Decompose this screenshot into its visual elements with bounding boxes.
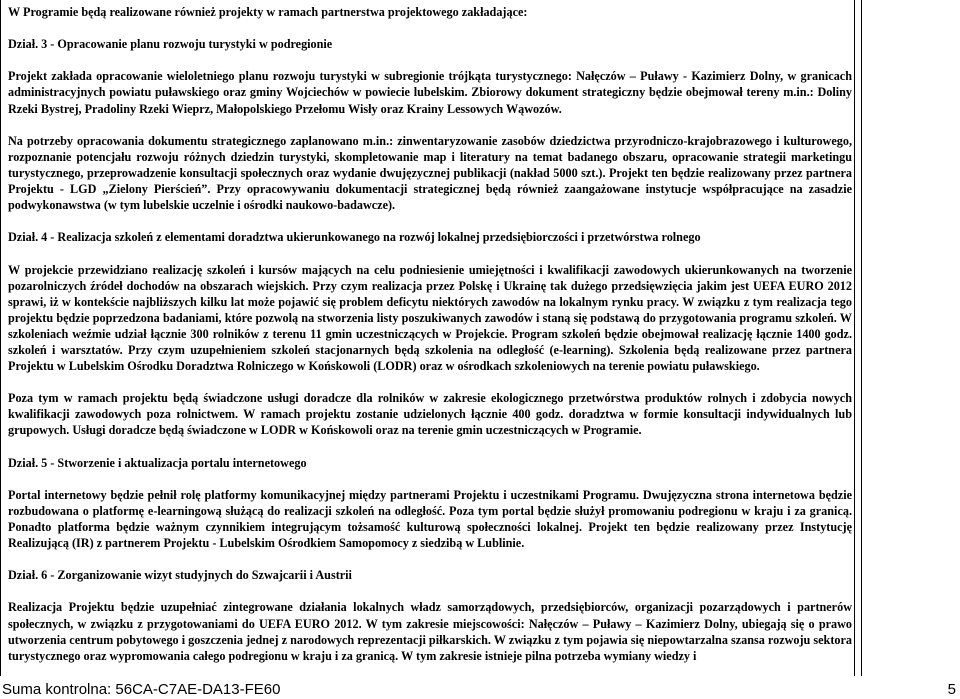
section-3-paragraph-2: Na potrzeby opracowania dokumentu strategicznego zaplanowano m.in.: zinwentaryzowanie zasobów dziedzictwa przyrodniczo-krajobrazowego i kulturowego, rozpoznanie potencjału rozwoju różnych dziedzin turystyki, skompletowanie map i literatury na temat badanego obszaru, opracowanie strategii marketingu turystycznego, przeprowadzenie konsultacji społecznych oraz wydanie dwujęzycznej publikacji (nakład 5000 szt.). Projekt ten będzie realizowany przez partnera Projektu - LGD „Zielony Pierścień”. Przy opracowywaniu dokumentacji strategicznej będą również zaangażowane instytucje współpracujące na zasadzie podwykonawstwa (w tym lubelskie uczelnie i ośrodki naukowo-badawcze).: [8, 133, 852, 213]
section-3-paragraph-1: Projekt zakłada opracowanie wieloletniego planu rozwoju turystyki w subregionie trójkąta turystycznego: Nałęczów – Puławy - Kazimierz Dolny, w granicach administracyjnych powiatu puławskiego oraz gminy Wojciechów w powiecie lubelskim. Zbiorowy dokument strategiczny będzie obejmował tereny m.in.: Doliny Rzeki Bystrej, Pradoliny Rzeki Wieprz, Małopolskiego Przełomu Wisły oraz Krainy Lessowych Wąwozów.: [8, 69, 852, 116]
section-4-paragraph-1: W projekcie przewidziano realizację szkoleń i kursów mających na celu podniesienie umiejętności i kwalifikacji zawodowych ukierunkowanych na tworzenie pozarolniczych źródeł dochodów na obszarach wiejskich. Przy czym realizacja przez Polskę i Ukrainę tak dużego przedsięwzięcia jakim jest UEFA EURO 2012 sprawi, iż w kontekście najbliższych kilku lat może pojawić się problem deficytu niektórych zawodów na lokalnym rynku pracy. W związku z tym realizacja tego projektu będzie poprzedzona badaniami, które pozwolą na stworzenia listy poszukiwanych zawodów i staną się podstawą do przygotowania programu szkoleń. W szkoleniach weźmie udział łącznie 300 rolników z terenu 11 gmin uczestniczących w Projekcie. Program szkoleń będzie obejmował realizację łącznie 1400 godz. szkoleń i warsztatów. Przy czym uzupełnieniem szkoleń stacjonarnych będą szkolenia na odległość (e-learning). Szkolenia będą realizowane przez partnera Projektu w Lubelskim Ośrodku Doradztwa Rolniczego w Końskowoli (LODR) oraz w ośrodkach szkoleniowych na terenie powiatu puławskiego.: [8, 262, 852, 374]
section-4-paragraph-2: Poza tym w ramach projektu będą świadczone usługi doradcze dla rolników w zakresie ekologicznego przetwórstwa produktów rolnych i zdobycia nowych kwalifikacji zawodowych poza rolnictwem. W ramach projektu zostanie udzielonych łącznie 400 godz. doradztwa w formie konsultacji indywidualnych lub grupowych. Usługi doradcze będą świadczone w LODR w Końskowoli oraz na terenie gmin uczestniczących w Programie.: [8, 391, 852, 438]
document-body: [8, 4, 852, 664]
section-5-heading: Dział. 5 - Stworzenie i aktualizacja portalu internetowego: [8, 455, 307, 470]
page-number: 5: [947, 681, 956, 698]
frame-inner-rule: [854, 0, 855, 676]
section-6-heading: Dział. 6 - Zorganizowanie wizyt studyjnych do Szwajcarii i Austrii: [8, 568, 352, 583]
intro-paragraph: W Programie będą realizowane również projekty w ramach partnerstwa projektowego zakładające:: [8, 5, 528, 19]
section-5-paragraph-1: Portal internetowy będzie pełnił rolę platformy komunikacyjnej między partnerami Projektu i uczestnikami Programu. Dwujęzyczna strona internetowa będzie rozbudowana o platformę e-learningową służącą do realizacji szkoleń na odległość. Poza tym portal będzie służył promowaniu podregionu w kraju i za granicą. Ponadto platforma będzie ważnym czynnikiem integrującym tożsamość kulturową społeczności lokalnej. Projekt ten będzie realizowany przez Instytucję Realizującą (IR) z partnerem Projektu - Lubelskim Ośrodkiem Samopomocy z siedzibą w Lublinie.: [8, 487, 852, 551]
checksum-label: Suma kontrolna: 56CA-C7AE-DA13-FE60: [2, 681, 281, 698]
section-4-heading: Dział. 4 - Realizacja szkoleń z elementami doradztwa ukierunkowanego na rozwój lokalnej przedsiębiorczości i przetwórstwa rolnego: [8, 230, 701, 245]
section-3-heading: Dział. 3 - Opracowanie planu rozwoju turystyki w podregionie: [8, 37, 333, 52]
page-footer: [0, 680, 960, 699]
section-6-paragraph-1: Realizacja Projektu będzie uzupełniać zintegrowane działania lokalnych władz samorządowych, przedsiębiorców, organizacji pozarządowych i partnerów społecznych, w związku z przygotowaniami do UEFA EURO 2012. W tym zakresie miejscowości: Nałęczów – Puławy – Kazimierz Dolny, ubiegają się o prawo utworzenia centrum pobytowego i goszczenia jednej z narodowych reprezentacji piłkarskich. W związku z tym pojawia się niepowtarzalna szansa rozwoju sektora turystycznego oraz wypromowania całego podregionu w kraju i za granicą. W tym zakresie istnieje pilna potrzeba wymiany wiedzy i: [8, 600, 852, 663]
